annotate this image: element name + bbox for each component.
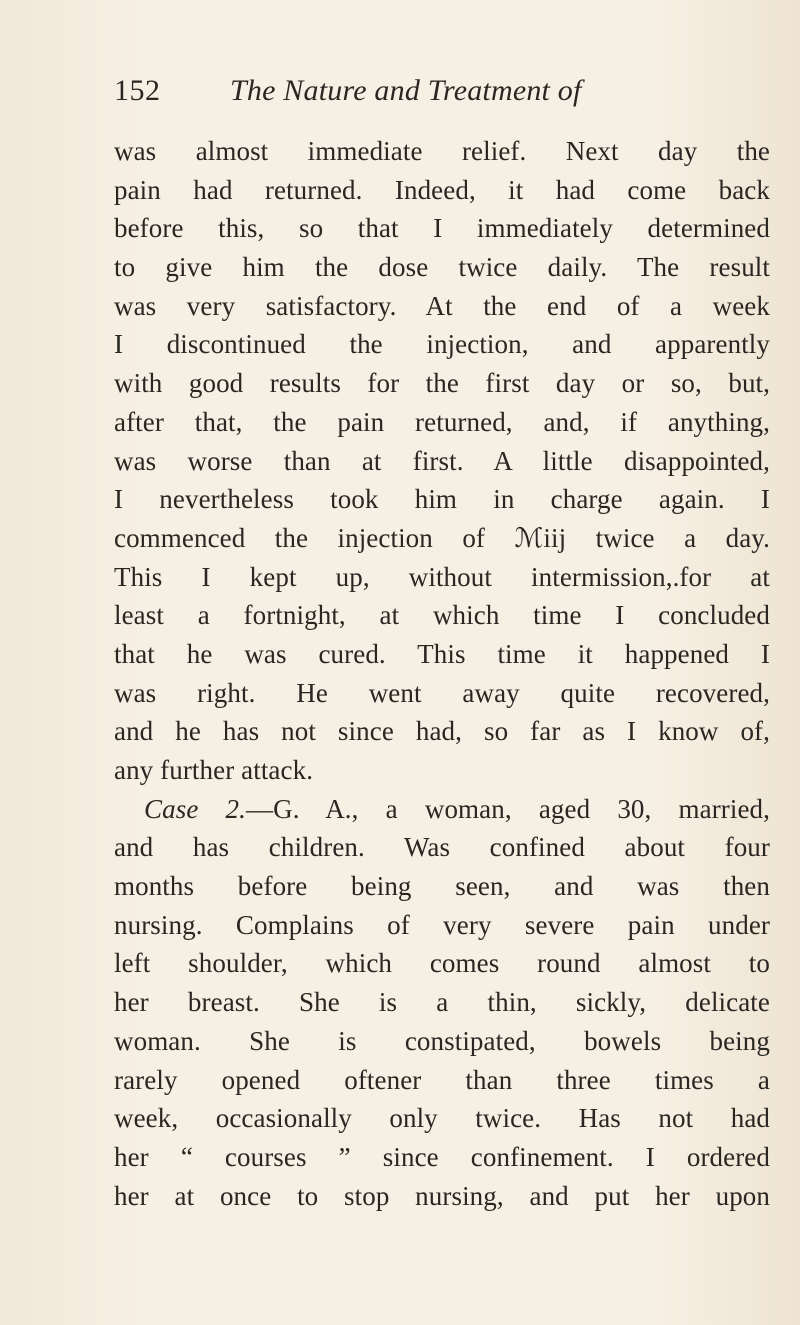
page-header [114, 74, 754, 114]
text-line: week, occasionally only twice. Has not had [114, 1103, 770, 1134]
text-line: rarely opened oftener than three times a [114, 1064, 770, 1095]
case-2-first-line [114, 790, 770, 829]
text-line: was worse than at first. A little disappointed, [114, 445, 770, 476]
text-line: after that, the pain returned, and, if anything, [114, 406, 770, 437]
text-line: with good results for the first day or so, but, [114, 368, 770, 399]
text-line: pain had returned. Indeed, it had come back [114, 174, 770, 205]
text-line: was right. He went away quite recovered, [114, 677, 770, 708]
text-line: her “ courses ” since confinement. I ordered [114, 1141, 770, 1172]
text-line: nursing. Complains of very severe pain under [114, 909, 770, 940]
text-line: I nevertheless took him in charge again. I [114, 484, 770, 515]
text-line: that he was cured. This time it happened I [114, 638, 770, 669]
case-label: Case 2. [144, 793, 246, 824]
text-line: to give him the dose twice daily. The result [114, 252, 770, 283]
text-line: commenced the injection of ℳiij twice a day. [114, 522, 770, 553]
text-line: her at once to stop nursing, and put her upon [114, 1180, 770, 1211]
text-line: left shoulder, which comes round almost to [114, 948, 770, 979]
text-line: any further attack. [114, 755, 314, 785]
page-number: 152 [114, 74, 161, 107]
text-line: least a fortnight, at which time I concluded [114, 600, 770, 631]
text-line: This I kept up, without intermission,.for at [114, 561, 770, 592]
text-line: I discontinued the injection, and apparently [114, 329, 770, 360]
running-title: The Nature and Treatment of [230, 74, 582, 107]
text-line: and he has not since had, so far as I know of, [114, 716, 770, 747]
case-2-first-line-text: —G. A., a woman, aged 30, married, [246, 793, 770, 824]
text-line: months before being seen, and was then [114, 871, 770, 902]
text-line: was very satisfactory. At the end of a week [114, 290, 770, 321]
text-line: woman. She is constipated, bowels being [114, 1025, 770, 1056]
text-line: was almost immediate relief. Next day the [114, 136, 770, 166]
body-text [114, 132, 770, 1215]
text-line: and has children. Was confined about four [114, 832, 770, 863]
text-line: her breast. She is a thin, sickly, delicate [114, 987, 770, 1018]
text-line: before this, so that I immediately determined [114, 213, 770, 244]
